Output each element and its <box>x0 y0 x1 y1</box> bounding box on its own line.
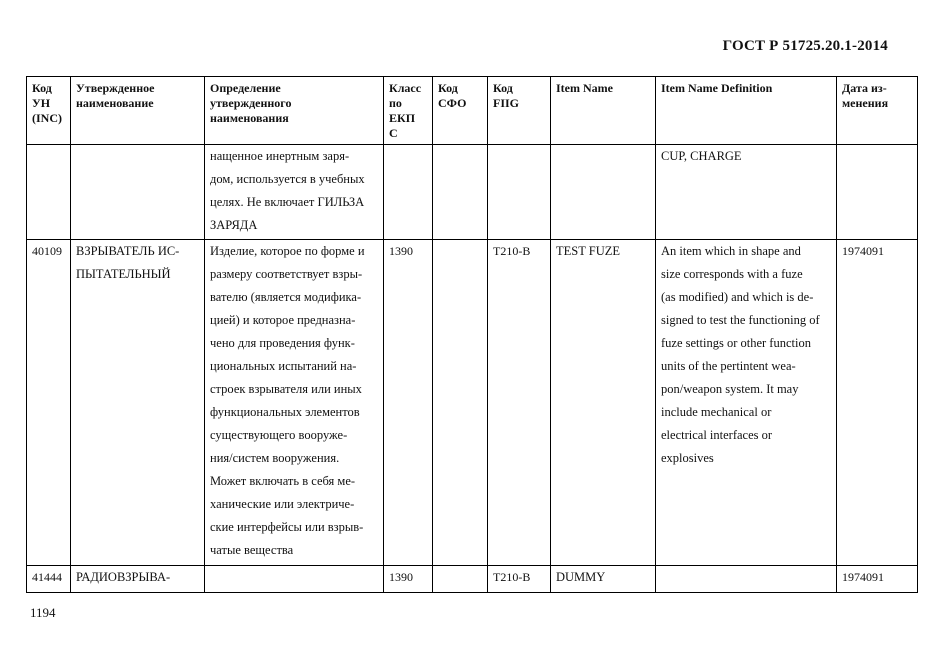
cell-sfo <box>433 240 488 566</box>
text-line: electrical interfaces or <box>661 428 773 442</box>
text-line: ЕКП <box>389 111 416 125</box>
text-line: размеру соответствует взры- <box>210 267 363 281</box>
specification-table <box>26 76 918 593</box>
text-line: существующего вооруже- <box>210 428 348 442</box>
cell-fiig <box>488 145 551 240</box>
text-line: Код <box>493 81 513 95</box>
text-line: менения <box>842 96 889 110</box>
table-row <box>27 240 918 566</box>
text-line: include mechanical or <box>661 405 772 419</box>
text-line: Код <box>32 81 52 95</box>
text-line: Класс <box>389 81 422 95</box>
text-line: утвержденного <box>210 96 292 110</box>
header-approved-name <box>71 77 205 145</box>
text-line: FIIG <box>493 96 520 110</box>
header-item-name-definition <box>656 77 837 145</box>
header-definition <box>205 77 384 145</box>
text-line: signed to test the functioning of <box>661 313 820 327</box>
header-inc <box>27 77 71 145</box>
cell-item-definition <box>656 145 837 240</box>
cell-definition <box>205 566 384 593</box>
text-line: вателю (является модифика- <box>210 290 362 304</box>
text-line: цией) и которое предназна- <box>210 313 356 327</box>
text-line: Item Name <box>556 81 613 95</box>
text-line: циональных испытаний на- <box>210 359 357 373</box>
cell-inc: 41444 <box>27 566 71 593</box>
cell-class: 1390 <box>384 240 433 566</box>
text-line: units of the pertintent wea- <box>661 359 796 373</box>
text-line: ния/систем вооружения. <box>210 451 340 465</box>
text-line: УН <box>32 96 51 110</box>
text-line: (INC) <box>32 111 62 125</box>
text-line: ханические или электриче- <box>210 497 355 511</box>
text-line: ВЗРЫВАТЕЛЬ ИС- <box>76 244 180 258</box>
cell-item-name: DUMMY <box>551 566 656 593</box>
cell-item-definition <box>656 240 837 566</box>
cell-class: 1390 <box>384 566 433 593</box>
cell-definition <box>205 145 384 240</box>
text-line: Определение <box>210 81 281 95</box>
text-line: чено для проведения функ- <box>210 336 355 350</box>
text-line: explosives <box>661 451 714 465</box>
cell-item-definition <box>656 566 837 593</box>
table-row <box>27 566 918 593</box>
header-change-date <box>837 77 918 145</box>
text-line: целях. Не включает ГИЛЬЗА <box>210 195 365 209</box>
text-line: Может включать в себя ме- <box>210 474 356 488</box>
text-line: строек взрывателя или иных <box>210 382 362 396</box>
cell-item-name <box>551 145 656 240</box>
text-line: An item which in shape and <box>661 244 801 258</box>
text-line: pon/weapon system. It may <box>661 382 799 396</box>
cell-sfo <box>433 566 488 593</box>
text-line: РАДИОВЗРЫВА- <box>76 570 171 584</box>
cell-date: 1974091 <box>837 240 918 566</box>
text-line: функциональных элементов <box>210 405 360 419</box>
header-item-name <box>551 77 656 145</box>
text-line: Item Name Definition <box>661 81 773 95</box>
cell-name <box>71 240 205 566</box>
text-line: Утвержденное <box>76 81 155 95</box>
cell-fiig: T210-B <box>488 240 551 566</box>
header-class <box>384 77 433 145</box>
table-row <box>27 145 918 240</box>
cell-date: 1974091 <box>837 566 918 593</box>
cell-date <box>837 145 918 240</box>
text-line: Изделие, которое по форме и <box>210 244 365 258</box>
text-line: дом, используется в учебных <box>210 172 365 186</box>
document-code: ГОСТ Р 51725.20.1-2014 <box>722 38 888 54</box>
text-line: наименования <box>210 111 289 125</box>
text-line: ПЫТАТЕЛЬНЫЙ <box>76 267 171 281</box>
cell-name <box>71 145 205 240</box>
cell-sfo <box>433 145 488 240</box>
page-number: 1194 <box>30 605 56 620</box>
cell-definition <box>205 240 384 566</box>
header-sfo <box>433 77 488 145</box>
text-line: ЗАРЯДА <box>210 218 258 232</box>
text-line: Дата из- <box>842 81 887 95</box>
text-line: СФО <box>438 96 467 110</box>
cell-fiig: T210-B <box>488 566 551 593</box>
text-line: fuze settings or other function <box>661 336 811 350</box>
cell-inc: 40109 <box>27 240 71 566</box>
text-line: наименование <box>76 96 154 110</box>
text-line: Код <box>438 81 458 95</box>
text-line: size corresponds with a fuze <box>661 267 803 281</box>
text-line: по <box>389 96 402 110</box>
text-line: С <box>389 126 398 140</box>
text-line: ские интерфейсы или взрыв- <box>210 520 364 534</box>
text-line: CUP, CHARGE <box>661 149 742 163</box>
text-line: нащенное инертным заря- <box>210 149 350 163</box>
cell-item-name: TEST FUZE <box>551 240 656 566</box>
cell-name <box>71 566 205 593</box>
text-line: (as modified) and which is de- <box>661 290 814 304</box>
cell-inc <box>27 145 71 240</box>
cell-class <box>384 145 433 240</box>
header-fiig <box>488 77 551 145</box>
text-line: чатые вещества <box>210 543 294 557</box>
header-row <box>27 77 918 145</box>
